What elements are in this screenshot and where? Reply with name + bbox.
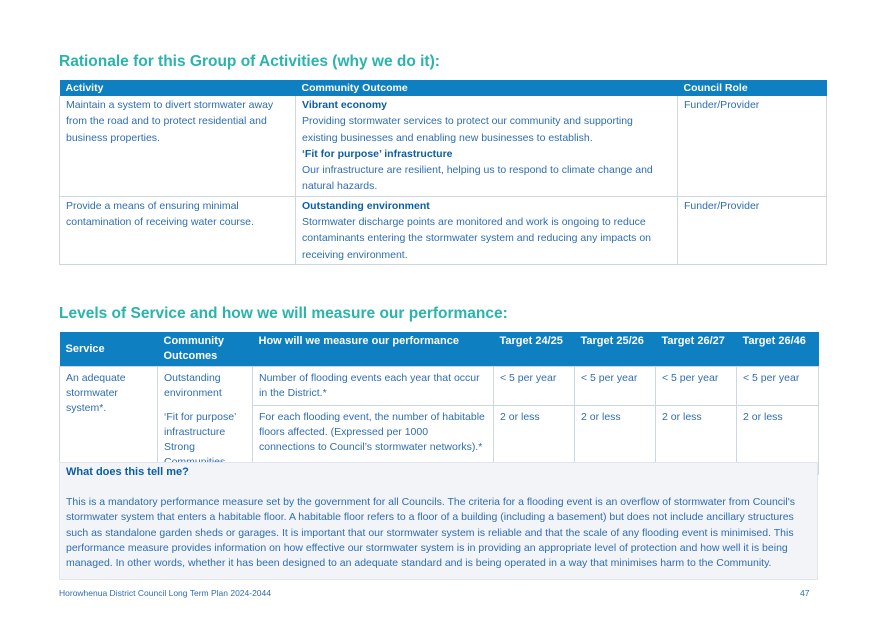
target-cell: 2 or less xyxy=(737,406,819,475)
community-outcome-item: Strong xyxy=(164,441,195,453)
tell-title: What does this tell me? xyxy=(66,466,189,478)
target-cell: 2 or less xyxy=(575,406,656,475)
rationale-heading: Rationale for this Group of Activities (why we do it): xyxy=(59,53,440,70)
table-row xyxy=(60,367,819,406)
role-cell: Funder/Provider xyxy=(678,196,827,264)
target-header-2425: Target 24/25 xyxy=(494,332,575,367)
rationale-header-row xyxy=(60,80,827,96)
outcome-cell xyxy=(296,196,678,264)
target-cell: < 5 per year xyxy=(494,367,575,406)
outcome-title: Outstanding environment xyxy=(302,199,430,212)
outcome-text: Our infrastructure are resilient, helping us to respond to climate change and natural hazards. xyxy=(302,164,653,193)
activity-cell: Maintain a system to divert stormwater away from the road and to protect residential and business properties. xyxy=(60,96,296,196)
outcome-text: Stormwater discharge points are monitored and work is ongoing to reduce contaminants entering the stormwater system and reducing any impacts on receiving environment. xyxy=(302,216,652,261)
community-outcomes-cell xyxy=(158,367,253,475)
target-header-2627: Target 26/27 xyxy=(656,332,737,367)
role-cell: Funder/Provider xyxy=(678,96,827,196)
levels-heading: Levels of Service and how we will measure our performance: xyxy=(59,305,508,322)
levels-header-row xyxy=(60,332,819,367)
tell-body: This is a mandatory performance measure set by the government for all Councils. The criteria for a flooding event is an overflow of stormwater from Council's stormwater system that enters a habitable floor. A habitable floor refers to a floor of a building (including a basement) but does not include ancillary structures such as standalone garden sheds or garages. It is important that our stormwater system is reliable and that the scale of any flooding event is minimised. This performance measure provides information on how effective our stormwater system is in providing an appropriate level of protection and how well it is being managed. In other words, whether it has been designed to an adequate standard and is being operated in a way that minimises harm to the Community. xyxy=(66,496,795,570)
outcome-title: Vibrant economy xyxy=(302,99,387,111)
outcome-title: ‘Fit for purpose’ infrastructure xyxy=(302,147,453,160)
community-outcomes-header: Community Outcomes xyxy=(158,332,253,367)
measure-header: How will we measure our performance xyxy=(253,332,494,367)
activity-header: Activity xyxy=(60,80,296,96)
target-cell: < 5 per year xyxy=(737,367,819,406)
measure-cell: Number of flooding events each year that occur in the District.* xyxy=(253,367,494,406)
council-role-header: Council Role xyxy=(678,80,827,96)
service-header: Service xyxy=(60,332,158,367)
community-outcome-header: Community Outcome xyxy=(296,80,678,96)
activity-cell: Provide a means of ensuring minimal contamination of receiving water course. xyxy=(60,196,296,264)
table-row xyxy=(60,96,827,196)
target-cell: < 5 per year xyxy=(575,367,656,406)
what-does-this-tell-me-box xyxy=(59,462,818,580)
target-cell: < 5 per year xyxy=(656,367,737,406)
community-outcome-item: Outstanding environment xyxy=(164,372,222,399)
target-header-2646: Target 26/46 xyxy=(737,332,819,367)
page-number: 47 xyxy=(800,588,810,598)
service-cell: An adequate stormwater system*. xyxy=(60,367,158,475)
target-cell: 2 or less xyxy=(494,406,575,475)
measure-cell: For each flooding event, the number of habitable floors affected. (Expressed per 1000 connections to Council’s stormwater networks).* xyxy=(253,406,494,475)
community-outcome-item: ‘Fit for purpose’ infrastructure xyxy=(164,411,236,438)
outcome-text: Providing stormwater services to protect our community and supporting existing businesses and enabling new businesses to establish. xyxy=(302,115,633,144)
levels-of-service-table xyxy=(59,332,819,475)
table-row xyxy=(60,196,827,264)
target-header-2526: Target 25/26 xyxy=(575,332,656,367)
rationale-table xyxy=(59,80,827,265)
footer-document-title: Horowhenua District Council Long Term Plan 2024-2044 xyxy=(59,588,271,598)
target-cell: 2 or less xyxy=(656,406,737,475)
outcome-cell xyxy=(296,96,678,196)
